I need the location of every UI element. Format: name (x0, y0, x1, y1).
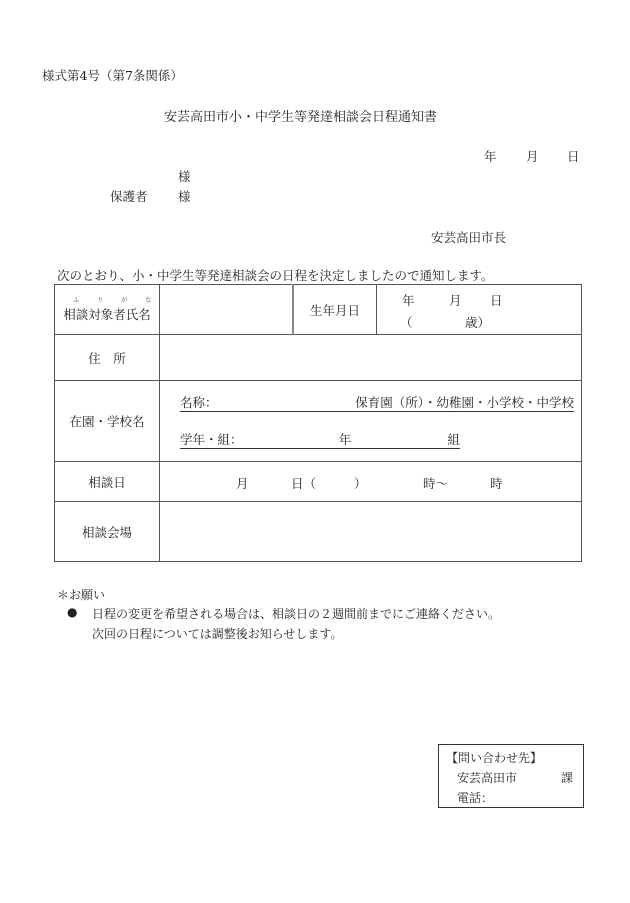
notes-line-2: 次回の日程については調整後お知らせします。 (92, 627, 343, 641)
time-to: 時 (490, 475, 503, 491)
birth-label: 生年月日 (293, 285, 377, 335)
school-types: 保育園（所）・幼稚園・小学校・中学校 (355, 395, 574, 410)
furigana-fu: ふ (73, 296, 80, 304)
venue-field[interactable] (160, 502, 582, 562)
venue-row (55, 502, 582, 562)
school-label: 在園・学校名 (55, 381, 160, 462)
school-row (55, 381, 582, 462)
school-name-line[interactable] (180, 393, 574, 412)
inquiry-org: 安芸高田市 (457, 771, 518, 785)
grade-label: 学年・組： (180, 432, 243, 447)
date-paren-close: ） (354, 475, 367, 491)
notes-line-1: 日程の変更を希望される場合は、相談日の２週間前までにご連絡ください。 (92, 607, 501, 621)
school-name-label: 名称： (180, 395, 218, 410)
inquiry-box (438, 744, 584, 808)
time-from: 時～ (423, 475, 449, 491)
birth-field[interactable] (377, 285, 582, 335)
notes-heading: ＊お願い (57, 588, 106, 602)
guardian-label: 保護者 (110, 189, 148, 204)
address-label: 住 所 (55, 335, 160, 381)
furigana-ga: が (121, 296, 128, 304)
birth-year: 年 (402, 292, 415, 308)
name-label-with-furigana (63, 297, 151, 323)
date-month: 月 (526, 149, 539, 164)
intro-text: 次のとおり、小・中学生等発達相談会の日程を決定しましたので通知します。 (57, 268, 494, 283)
addressee-suffix: 様 (178, 169, 191, 184)
date-day: 日 (567, 149, 580, 164)
address-row (55, 335, 582, 381)
date-field[interactable] (160, 462, 582, 502)
school-field[interactable] (160, 381, 582, 462)
address-field[interactable] (160, 335, 582, 381)
date-year: 年 (484, 149, 497, 164)
name-row (55, 285, 582, 335)
birth-month: 月 (449, 292, 462, 308)
furigana-na: な (145, 296, 152, 304)
age-close: 歳） (465, 314, 491, 330)
inquiry-phone-label: 電話： (457, 791, 494, 805)
inquiry-heading: 【問い合わせ先】 (446, 751, 543, 765)
name-label: 相談対象者氏名 (63, 306, 151, 322)
date-month-unit: 月 (236, 475, 249, 491)
consultation-form-table (54, 284, 582, 562)
age-open: （ (400, 314, 413, 330)
date-day-unit: 日（ (291, 475, 317, 491)
grade-class-line[interactable] (180, 430, 460, 449)
name-field[interactable] (160, 285, 294, 335)
document-title: 安芸高田市小・中学生等発達相談会日程通知書 (164, 110, 438, 125)
sender-name: 安芸高田市長 (431, 230, 507, 245)
name-label-cell (55, 285, 160, 335)
grade-class: 組 (447, 432, 460, 447)
inquiry-dept-suffix: 課 (561, 771, 574, 785)
grade-year: 年 (338, 432, 352, 447)
venue-label: 相談会場 (55, 502, 160, 562)
guardian-suffix: 様 (178, 189, 191, 204)
birth-day: 日 (490, 292, 503, 308)
date-label: 相談日 (55, 462, 160, 502)
form-number: 様式第4号（第7条関係） (42, 68, 183, 83)
bullet-icon: ● (67, 605, 78, 619)
furigana-ri: り (97, 296, 104, 304)
date-row (55, 462, 582, 502)
